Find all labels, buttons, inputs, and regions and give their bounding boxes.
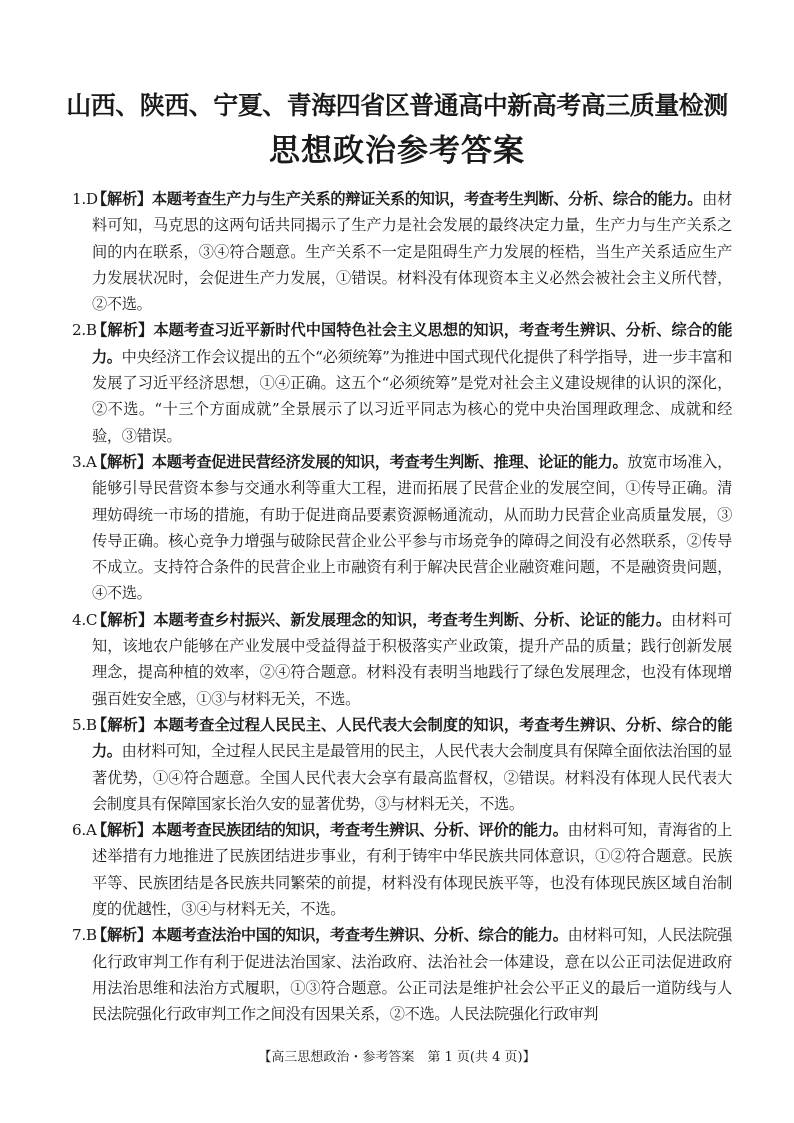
analysis-tag: 【解析】 <box>92 821 152 840</box>
document-subtitle: 思想政治参考答案 <box>269 133 525 169</box>
analysis-focus: 本题考查习近平新时代中国特色社会主义思想的知识，考查考生辨识、分析、综合的能力。 <box>92 321 732 366</box>
answer-item-4 <box>72 607 732 712</box>
analysis-body: 由材料可知，该地农户能够在产业发展中受益得益于积极落实产业政策，提升产品的质量；践行创新发展理念，提高种植的效率，②④符合题意。材料没有表明当地践行了绿色发展理念，也没有体现增强百姓安全感，①③与材料无关，不选。 <box>92 610 732 708</box>
analysis-tag: 【解析】 <box>92 610 154 629</box>
analysis-focus: 本题考查生产力与生产关系的辩证关系的知识，考查考生判断、分析、综合的能力。 <box>151 190 703 208</box>
analysis-focus: 本题考查全过程人民民主、人民代表大会制度的知识，考查考生辨识、分析、综合的能力。 <box>92 715 732 761</box>
document-title: 山西、陕西、宁夏、青海四省区普通高中新高考高三质量检测 <box>66 91 728 120</box>
answer-number: 3.A <box>72 452 97 471</box>
answer-number: 4.C <box>72 610 98 629</box>
analysis-tag: 【解析】 <box>92 715 154 734</box>
analysis-focus: 本题考查法治中国的知识，考查考生辨识、分析、综合的能力。 <box>151 926 568 945</box>
answer-item-3 <box>72 449 732 607</box>
answer-number: 6.A <box>72 821 97 840</box>
analysis-tag: 【解析】 <box>92 190 152 208</box>
analysis-body: 由材料可知，马克思的这两句话共同揭示了生产力是社会发展的最终决定力量，生产力与生产关系之间的内在联系，③④符合题意。生产关系不一定是阻碍生产力发展的桎梏，当生产关系适应生产力发展状况时，会促进生产力发展，①错误。材料没有体现资本主义必然会被社会主义所代替，②不选。 <box>92 190 732 314</box>
analysis-body: 由材料可知，全过程人民民主是最管用的民主，人民代表大会制度具有保障全面依法治国的显著优势，①④符合题意。全国人民代表大会享有最高监督权，②错误。材料没有体现人民代表大会制度具有保障国家长治久安的显著优势，③与材料无关，不选。 <box>92 742 732 813</box>
analysis-body: 由材料可知，青海省的上述举措有力地推进了民族团结进步事业，有利于铸牢中华民族共同体意识，①②符合题意。民族平等、民族团结是各民族共同繁荣的前提，材料没有体现民族平等，也没有体现民族区域自治制度的优越性，③④与材料无关，不选。 <box>92 821 732 919</box>
answer-item-2 <box>72 317 732 448</box>
answer-item-6 <box>72 817 732 922</box>
answer-item-7 <box>72 922 732 1027</box>
answer-number: 2.B <box>72 321 97 340</box>
analysis-body: 中央经济工作会议提出的五个“必须统筹”为推进中国式现代化提供了科学指导，进一步丰富和发展了习近平经济思想，①④正确。这五个“必须统筹”是党对社会主义建设规律的认识的深化，②不选。“十三个方面成就”全景展示了以习近平同志为核心的党中央治国理政理念、成就和经验，③错误。 <box>92 347 733 445</box>
analysis-tag: 【解析】 <box>92 452 152 471</box>
analysis-focus: 本题考查促进民营经济发展的知识，考查考生判断、推理、论证的能力。 <box>151 452 628 471</box>
page-footer: 【高三思想政治・参考答案 第 1 页(共 4 页)】 <box>258 1050 536 1065</box>
analysis-body: 由材料可知，人民法院强化行政审判工作有利于促进法治国家、法治政府、法治社会一体建设，意在以公正司法促进政府用法治思维和法治方式履职，①③符合题意。公正司法是维护社会公平正义的最后一道防线与人民法院强化行政审判工作之间没有因果关系，②不选。人民法院强化行政审判 <box>92 926 732 1024</box>
answer-number: 1.D <box>72 190 98 208</box>
answer-item-5 <box>72 712 732 817</box>
analysis-focus: 本题考查民族团结的知识，考查考生辨识、分析、评价的能力。 <box>151 821 568 840</box>
analysis-tag: 【解析】 <box>92 926 152 945</box>
analysis-tag: 【解析】 <box>92 321 154 340</box>
answer-list <box>72 186 732 1028</box>
answer-item-1 <box>72 186 732 317</box>
analysis-body: 放宽市场准入，能够引导民营资本参与交通水利等重大工程，进而拓展了民营企业的发展空间，①传导正确。清理妨碍统一市场的措施，有助于促进商品要素资源畅通流动，从而助力民营企业高质量发展，③传导正确。核心竞争力增强与破除民营企业公平参与市场竞争的障碍之间没有必然联系，②传导不成立。支持符合条件的民营企业上市融资有利于解决民营企业融资难问题，不是融资贵问题，④不选。 <box>92 452 732 603</box>
answer-number: 7.B <box>72 926 97 945</box>
analysis-focus: 本题考查乡村振兴、新发展理念的知识，考查考生判断、分析、论证的能力。 <box>153 610 672 629</box>
answer-number: 5.B <box>72 715 97 734</box>
